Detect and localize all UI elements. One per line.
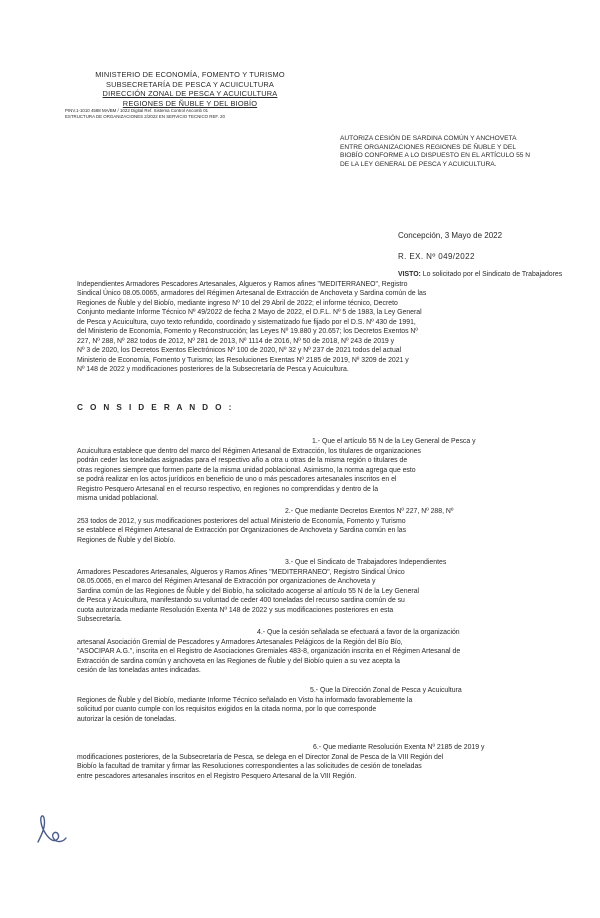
paragraph-line: modificaciones posteriores, de la Subsecretaría de Pesca, se delega en el Director Zonal de Pesca de la VIII Región del bbox=[77, 753, 444, 761]
paragraph-line: del Ministerio de Economía, Fomento y Reconstrucción; las Leyes Nº 19.880 y 20.657; los Decretos Exentos Nº bbox=[77, 328, 418, 335]
paragraph-line: Ministerio de Economía, Fomento y Turismo; las Resoluciones Exentas Nº 2185 de 2019, Nº 3209 de 2021 y bbox=[77, 356, 409, 364]
paragraph-line: Regiones de Ñuble y del Biobío, mediante ingreso Nº 10 del 29 Abril de 2022; el informe técnico, Decreto bbox=[77, 299, 398, 307]
considerando-item-4 bbox=[77, 628, 539, 676]
item-first-line: 1.- Que el artículo 55 N de la Ley General de Pesca y bbox=[312, 438, 476, 445]
handwritten-initials bbox=[30, 812, 70, 848]
considerando-item-1 bbox=[77, 437, 539, 504]
paragraph-line: de Pesca y Acuicultura, cuyo texto refundido, coordinado y sistematizado fue fijado por el D.S. Nº 430 de 1991, bbox=[77, 318, 416, 326]
paragraph-line: Conjunto mediante Informe Técnico Nº 49/2022 de fecha 2 Mayo de 2022, el D.F.L. Nº 5 de 1983, la Ley General bbox=[77, 309, 422, 316]
paragraph-line: de Pesca y Acuicultura, manifestando su voluntad de ceder 400 toneladas del recurso sardina común de su bbox=[77, 597, 405, 604]
paragraph-line: solicitud por cuanto cumple con los requisitos exigidos en la citada norma, por lo que corresponde bbox=[77, 706, 377, 713]
paragraph-line: 253 todos de 2012, y sus modificaciones posteriores del actual Ministerio de Economía, Fomento y Turismo bbox=[77, 517, 406, 525]
considerando-heading: C O N S I D E R A N D O : bbox=[77, 403, 234, 412]
paragraph-line: Independientes Armadores Pescadores Artesanales, Algueros y Ramos afines "MEDITERRANEO", Registro bbox=[77, 280, 408, 288]
considerando-item-5 bbox=[77, 686, 539, 724]
resolution-number: R. EX. Nº 049/2022 bbox=[398, 252, 475, 261]
reference-line-1: PINV.1-1010 4588 MA/BM / 1022 Digital Ref. Sistema Control Ancomb 01 bbox=[65, 108, 209, 114]
paragraph-line: Acuicultura establece que dentro del marco del Régimen Artesanal de Extracción, los titulares de organizaciones bbox=[77, 447, 421, 455]
visto-paragraph bbox=[77, 270, 563, 375]
letterhead bbox=[65, 70, 315, 120]
paragraph-line: Extracción de sardina común y anchoveta en las Regiones de Ñuble y del Biobío quien a su vez acepta la bbox=[77, 657, 400, 665]
paragraph-line: se podrá realizar en los actos jurídicos en beneficio de uno o más pescadores artesanales inscritos en el bbox=[77, 476, 397, 483]
paragraph-line: Subsecretaría. bbox=[77, 616, 122, 623]
paragraph-line: artesanal Asociación Gremial de Pescadores y Armadores Artesanales Pelágicos de la Región del Bío Bío, bbox=[77, 638, 403, 646]
paragraph-line: entre pescadores artesanales inscritos en el Registro Pesquero Artesanal de la VIII Región. bbox=[77, 772, 357, 780]
paragraph-line: Sardina común de las Regiones de Ñuble y del Biobío, ha solicitado acogerse al artículo 55 N de la Ley General bbox=[77, 587, 420, 595]
considerando-item-6 bbox=[77, 743, 539, 781]
item-first-line: 3.- Que el Sindicato de Trabajadores Independientes bbox=[285, 559, 447, 566]
paragraph-line: 08.05.0065, en el marco del Régimen Artesanal de Extracción por organizaciones de Anchoveta y bbox=[77, 578, 376, 585]
paragraph-line: cesión de las toneladas antes indicadas. bbox=[77, 667, 201, 674]
item-first-line: 5.- Que la Dirección Zonal de Pesca y Acuicultura bbox=[310, 687, 462, 694]
paragraph-line: Nº 148 de 2022 y modificaciones posteriores de la Subsecretaría de Pesca y Acuicultura. bbox=[77, 366, 349, 373]
document-date: Concepción, 3 Mayo de 2022 bbox=[398, 231, 503, 240]
paragraph-line: Biobío la facultad de tramitar y firmar las Resoluciones correspondientes a las solicitudes de cesión de toneladas bbox=[77, 763, 422, 770]
regions-name: REGIONES DE ÑUBLE Y DEL BIOBÍO bbox=[122, 98, 258, 108]
ministry-name: MINISTERIO DE ECONOMÍA, FOMENTO Y TURISMO bbox=[95, 70, 285, 79]
paragraph-line: misma unidad poblacional. bbox=[77, 495, 159, 502]
considerando-item-3 bbox=[77, 558, 539, 625]
paragraph-line: otras regiones siempre que formen parte de la misma unidad poblacional. Asimismo, la norma agrega que esto bbox=[77, 466, 416, 474]
paragraph-line: "ASOCIPAR A.G.", inscrita en el Registro de Asociaciones Gremiales 483-8, organización inscrita en el Régimen Artesanal de bbox=[77, 648, 461, 655]
item-first-line: 4.- Que la cesión señalada se efectuará a favor de la organización bbox=[257, 629, 460, 636]
paragraph-line: podrán ceder las toneladas asignadas para el respectivo año a otra u otras de la misma región o titulares de bbox=[77, 457, 408, 464]
reference-line-2: ESTRUCTURA DE ORGANIZACIONES 2/2022 EN SERVICIO TECNICO REF. 20 bbox=[65, 113, 225, 119]
subsecretariat-name: SUBSECRETARÍA DE PESCA Y ACUICULTURA bbox=[105, 79, 275, 89]
paragraph-line: Regiones de Ñuble y del Biobío, mediante Informe Técnico señalado en Visto ha informado favorablemente la bbox=[77, 696, 413, 704]
resolution-subject: AUTORIZA CESIÓN DE SARDINA COMÚN Y ANCHOVETA ENTRE ORGANIZACIONES REGIONES DE ÑUBLE Y DEL BIOBÍO CONFORME A LO DISPUESTO EN EL ARTÍCULO 55 N DE LA LEY GENERAL DE PESCA Y ACUICULTURA. bbox=[340, 135, 531, 168]
considerando-item-2 bbox=[77, 507, 539, 545]
item-first-line: 2.- Que mediante Decretos Exentos Nº 227, Nº 288, Nº bbox=[285, 508, 454, 515]
paragraph-line: Sindical Único 08.05.0065, armadores del Régimen Artesanal de Extracción de Anchoveta y Sardina común de las bbox=[77, 290, 427, 297]
zonal-direction-name: DIRECCIÓN ZONAL DE PESCA Y ACUICULTURA bbox=[102, 89, 278, 99]
visto-first-line: Lo solicitado por el Sindicato de Trabajadores bbox=[422, 271, 563, 278]
paragraph-line: Regiones de Ñuble y del Biobío. bbox=[77, 536, 176, 544]
paragraph-line: cuota autorizada mediante Resolución Exenta Nº 148 de 2022 y sus modificaciones posteriores en esta bbox=[77, 606, 394, 614]
paragraph-line: Nº 3 de 2020, los Decretos Exentos Electrónicos Nº 100 de 2020, Nº 32 y Nº 237 de 2021 todos del actual bbox=[77, 347, 402, 354]
paragraph-line: Armadores Pescadores Artesanales, Algueros y Ramos Afines "MEDITERRANEO", Registro Sindical Único bbox=[77, 568, 405, 576]
item-first-line: 6.- Que mediante Resolución Exenta Nº 2185 de 2019 y bbox=[313, 744, 485, 751]
paragraph-line: autorizar la cesión de toneladas. bbox=[77, 715, 177, 723]
paragraph-line: 227, Nº 288, Nº 282 todos de 2012, Nº 281 de 2013, Nº 1114 de 2016, Nº 50 de 2018, Nº 243 de 2019 y bbox=[77, 337, 395, 345]
paragraph-line: se establece el Régimen Artesanal de Extracción por Organizaciones de Anchoveta y Sardina común en las bbox=[77, 527, 407, 534]
paragraph-line: Registro Pesquero Artesanal en el recurso respectivo, en regiones no comprendidas y dentro de la bbox=[77, 485, 379, 493]
visto-title: VISTO: bbox=[398, 271, 421, 278]
